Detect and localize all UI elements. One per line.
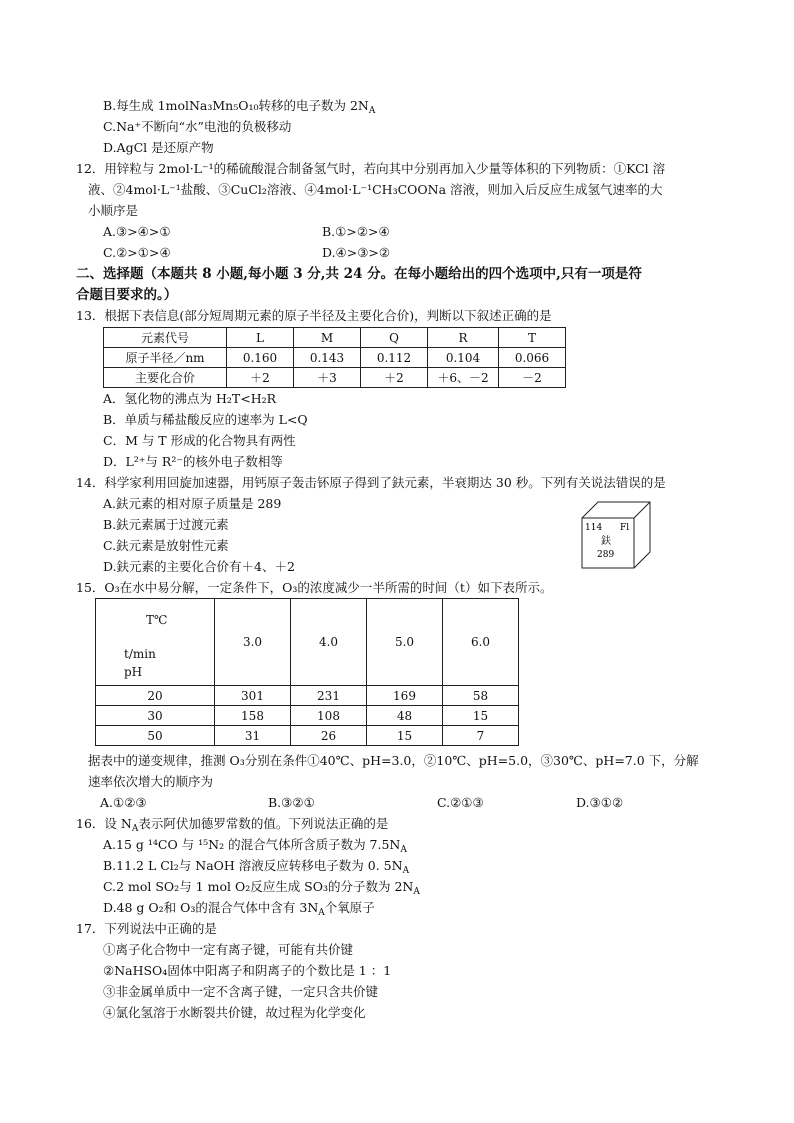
q14-option-d: D.鈇元素的主要化合价有＋4、＋2 xyxy=(103,559,295,574)
table-row xyxy=(104,328,566,348)
cube-atomic-number: 114 xyxy=(585,523,603,533)
table-cell: ＋2 xyxy=(227,368,294,388)
table-cell: 0.104 xyxy=(428,348,499,368)
q13-option-d: D．L²⁺与 R²⁻的核外电子数相等 xyxy=(103,454,283,469)
q12-stem-line2: 液、②4mol·L⁻¹盐酸、③CuCl₂溶液、④4mol·L⁻¹CH₃COONa 溶液，则加入后反应生成氢气速率的大 xyxy=(88,182,663,197)
q17-stem: 17．下列说法中正确的是 xyxy=(76,921,217,936)
q16-option-c: C.2 mol SO₂与 1 mol O₂反应生成 SO₃的分子数为 $2N_A$ xyxy=(103,879,420,897)
table-cell: 0.143 xyxy=(294,348,361,368)
q13-option-a: A．氢化物的沸点为 H₂T<H₂R xyxy=(103,391,277,406)
q15-option-c: C.②①③ xyxy=(437,795,484,810)
q11-option-b: B.每生成 1molNa₃Mn₅O₁₀转移的电子数为 $2N_A$ xyxy=(103,98,376,116)
table-cell: 58 xyxy=(443,686,519,706)
table-cell: 231 xyxy=(291,686,367,706)
q14-option-b: B.鈇元素属于过渡元素 xyxy=(103,517,229,532)
q15-option-a: A.①②③ xyxy=(100,795,147,810)
table-cell: 3.0 xyxy=(215,599,291,686)
table-cell: 20 xyxy=(96,686,215,706)
table-cell: 0.066 xyxy=(499,348,566,368)
table-cell: 26 xyxy=(291,726,367,746)
cube-symbol: Fl xyxy=(620,523,630,533)
table-row xyxy=(104,348,566,368)
table-cell: －2 xyxy=(499,368,566,388)
q16-option-d: D.48 g O₂和 O₃的混合气体中含有 $3N_A$个氧原子 xyxy=(103,900,375,918)
table-cell: 108 xyxy=(291,706,367,726)
table-cell: 31 xyxy=(215,726,291,746)
table-cell: 30 xyxy=(96,706,215,726)
q13-stem: 13．根据下表信息(部分短周期元素的原子半径及主要化合价)，判断以下叙述正确的是 xyxy=(76,308,552,323)
q14-stem: 14．科学家利用回旋加速器，用钙原子轰击钚原子得到了鈇元素，半衰期达 30 秒。下列有关说法错误的是 xyxy=(76,475,666,490)
corner-temperature-label: T℃ xyxy=(146,613,168,627)
table-cell: L xyxy=(227,328,294,348)
table-cell: 48 xyxy=(367,706,443,726)
q14-option-a: A.鈇元素的相对原子质量是 289 xyxy=(103,496,282,511)
table-cell: 15 xyxy=(367,726,443,746)
q15-inference-line2: 速率依次增大的顺序为 xyxy=(88,774,214,789)
table-cell: 0.160 xyxy=(227,348,294,368)
q15-option-d: D.③①② xyxy=(576,795,624,810)
table-cell: 169 xyxy=(367,686,443,706)
q17-statement-2: ②NaHSO₄固体中阳离子和阴离子的个数比是 1 ：1 xyxy=(103,963,392,978)
q12-option-b: B.①>②>④ xyxy=(322,224,390,239)
cube-name: 鈇 xyxy=(601,536,611,547)
table-cell: 4.0 xyxy=(291,599,367,686)
q17-statement-4: ④氯化氢溶于水断裂共价键，故过程为化学变化 xyxy=(103,1005,366,1020)
q12-option-c: C.②>①>④ xyxy=(103,245,171,260)
table-cell: 7 xyxy=(443,726,519,746)
table-row xyxy=(104,368,566,388)
table-cell: M xyxy=(294,328,361,348)
table-cell: 15 xyxy=(443,706,519,726)
q15-stem: 15．O₃在水中易分解，一定条件下，O₃的浓度减少一半所需的时间（t）如下表所示。 xyxy=(76,580,553,595)
q15-ozone-table xyxy=(95,598,519,746)
q11-option-d: D.AgCl 是还原产物 xyxy=(103,140,214,155)
q11-option-c: C.Na⁺不断向“水”电池的负极移动 xyxy=(103,119,292,134)
q15-inference-line1: 据表中的递变规律，推测 O₃分别在条件①40℃、pH=3.0，②10℃、pH=5.0，③30℃、pH=7.0 下，分解 xyxy=(88,753,699,768)
table-cell: 301 xyxy=(215,686,291,706)
q15-option-b: B.③②① xyxy=(268,795,315,810)
corner-time-label: t/min xyxy=(124,647,156,661)
table-cell: 50 xyxy=(96,726,215,746)
q17-statement-3: ③非金属单质中一定不含离子键，一定只含共价键 xyxy=(103,984,379,999)
table-row xyxy=(96,599,519,686)
element-cube-figure xyxy=(580,500,652,570)
table-cell: 主要化合价 xyxy=(104,368,227,388)
q16-option-b: B.11.2 L Cl₂与 NaOH 溶液反应转移电子数为 0. $5N_A$ xyxy=(103,858,410,876)
q12-stem-line3: 小顺序是 xyxy=(88,203,139,218)
q12-option-a: A.③>④>① xyxy=(103,224,171,239)
q12-option-d: D.④>③>② xyxy=(322,245,391,260)
table-cell: 5.0 xyxy=(367,599,443,686)
q13-option-c: C．M 与 T 形成的化合物具有两性 xyxy=(103,433,296,448)
table-cell: R xyxy=(428,328,499,348)
q16-option-a: A.15 g ¹⁴CO 与 ¹⁵N₂ 的混合气体所含质子数为 $7.5N_A$ xyxy=(103,837,407,855)
table-cell: Q xyxy=(361,328,428,348)
table-cell: 0.112 xyxy=(361,348,428,368)
table-cell: 158 xyxy=(215,706,291,726)
cube-mass: 289 xyxy=(597,550,615,560)
corner-ph-label: pH xyxy=(124,665,143,679)
table-row xyxy=(96,726,519,746)
q16-stem: 16．设 $N_A$表示阿伏加德罗常数的值。下列说法正确的是 xyxy=(76,816,389,834)
q17-statement-1: ①离子化合物中一定有离子键，可能有共价键 xyxy=(103,942,354,957)
table-cell: 原子半径／nm xyxy=(104,348,227,368)
q13-element-table xyxy=(103,327,566,388)
q14-option-c: C.鈇元素是放射性元素 xyxy=(103,538,229,553)
table-corner-cell xyxy=(96,599,215,686)
section2-heading-line2: 合题目要求的。） xyxy=(76,287,178,303)
q13-option-b: B．单质与稀盐酸反应的速率为 L<Q xyxy=(103,412,308,427)
table-cell: T xyxy=(499,328,566,348)
table-row xyxy=(96,706,519,726)
section2-heading-line1: 二、选择题（本题共 8 小题,每小题 3 分,共 24 分。在每小题给出的四个选项中,只有一项是符 xyxy=(76,266,642,282)
table-row xyxy=(96,686,519,706)
q12-stem-line1: 12．用锌粒与 2mol·L⁻¹的稀硫酸混合制备氢气时，若向其中分别再加入少量等体积的下列物质：①KCl 溶 xyxy=(76,161,666,176)
table-cell: 元素代号 xyxy=(104,328,227,348)
table-cell: ＋3 xyxy=(294,368,361,388)
table-cell: ＋2 xyxy=(361,368,428,388)
table-cell: 6.0 xyxy=(443,599,519,686)
table-cell: ＋6、－2 xyxy=(428,368,499,388)
